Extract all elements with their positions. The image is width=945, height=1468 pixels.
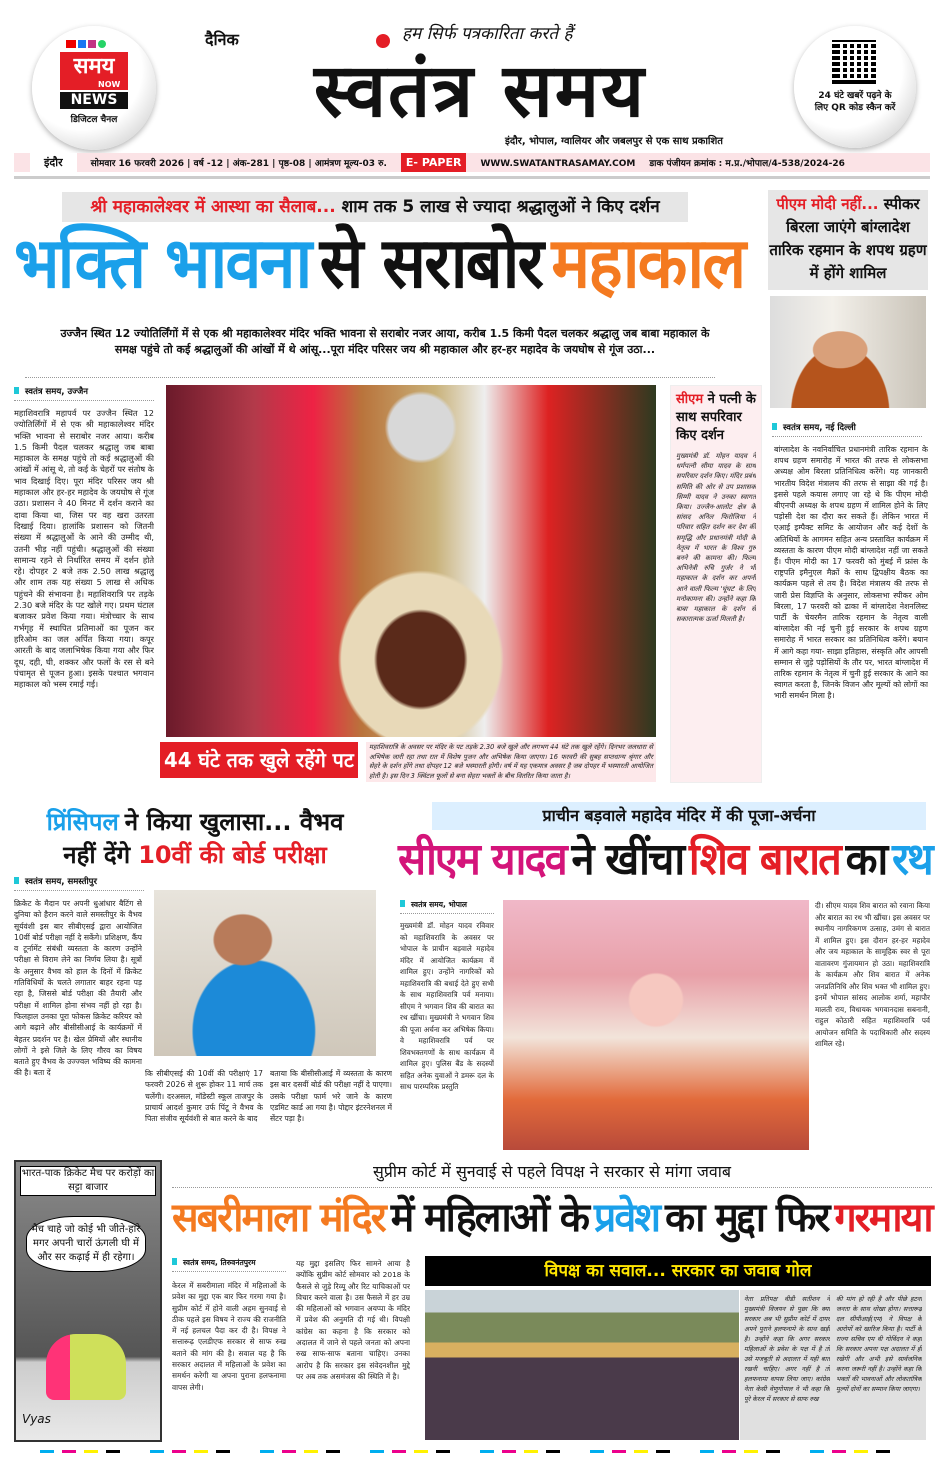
masthead-title <box>210 48 750 134</box>
samay-now-logo[interactable] <box>32 26 156 150</box>
photo-label-text: 44 घंटे तक खुले रहेंगे पट <box>164 748 354 772</box>
sabarimala-headline <box>172 1195 932 1250</box>
om-birla-photo <box>770 296 926 408</box>
cartoon <box>14 1160 162 1442</box>
cartoon-caption: भारत-पाक क्रिकेट मैच पर करोड़ों का सट्टा बाजार <box>20 1166 156 1196</box>
cricket-headline-line-2 <box>14 839 376 871</box>
right-headline <box>768 190 928 290</box>
sabarimala-head-part: प्रवेश <box>593 1195 660 1241</box>
inset-box <box>670 385 762 783</box>
inset-head-text: ने पत्नी के साथ सपरिवार किए दर्शन <box>676 392 756 443</box>
headline-part: से सराबोर <box>319 222 543 304</box>
lead-byline: स्वतंत्र समय, उज्जैन <box>14 386 154 401</box>
kicker-black: शाम तक 5 लाख से ज्यादा श्रद्धालुओं ने किए दर्शन <box>341 197 660 217</box>
inset-headline <box>676 391 756 445</box>
right-head-red: पीएम मोदी नहीं... <box>776 195 879 213</box>
sabarimala-kicker <box>172 1161 932 1183</box>
cm-kicker-text: प्राचीन बड़वाले महादेव मंदिर में की पूजा-अर्चना <box>542 806 816 825</box>
cricket-body-2: कि सीबीएसई की 10वीं की परीक्षाएं 17 फरवरी 2026 से शुरू होकर 11 मार्च तक चलेंगी। दरअसल, मॉडेस्टी स्कूल ताजपुर के प्राचार्य आदर्श कुमार उर्फ पिंटू ने वैभव के पिता संजीव सूर्यवंशी से बात करने के बाद <box>145 1069 263 1124</box>
logo-now: NOW <box>98 80 121 89</box>
cartoon-speech: मैच चाहे जो कोई भी जीते-हारे मगर अपनी चारों ऊंगली घी में और सर कढ़ाई में ही रहेगा। <box>26 1216 146 1272</box>
sabarimala-head-part: सबरीमाला मंदिर <box>172 1195 385 1241</box>
divider <box>25 377 715 378</box>
vaibhav-photo <box>154 890 376 1056</box>
red-dot-icon <box>376 34 390 48</box>
sabarimala-photo <box>425 1290 739 1440</box>
cm-kicker <box>432 802 926 830</box>
lead-body: महाशिवरात्रि महापर्व पर उज्जैन स्थित 12 ज्योतिर्लिंगों में से एक श्री महाकालेश्वर मंदिर भक्ति भावना से सराबोर नजर आया। करीब 1.5 किमी पैदल चलकर श्रद्धालु जब बाबा महाकाल के समक्ष पहुंचे तो कई श्रद्धालुओं की आंखों में आंसू थे, तो कई के चेहरों पर संतोष के भाव दिखाई दिए। पूरा मंदिर परिसर जय श्री महाकाल और हर-हर महादेव के जयघोष से गूंज उठा। प्रशासन ने 40 मिनट में दर्शन कराने का दावा किया था, जिस पर वह खरा उतरता दिखाई दिया। हालांकि प्रशासन को जितनी संख्या में श्रद्धालुओं के आने की उम्मीद थी, उतनी भीड़ नहीं पहुंची। श्रद्धालुओं की संख्या सामान्य रहने से निर्धारित समय में दर्शन होते रहे। दोपहर 2 बजे तक 2.50 लाख श्रद्धालु और शाम तक यह संख्या 5 लाख से अधिक पहुंचने की संभावना है। महाशिवरात्रि पर तड़के 2.30 बजे मंदिर के पट खोले गए। प्रथम घंटाल बजाकर प्रवेश किया गया। मंत्रोच्चार के साथ गर्भगृह में स्थापित प्रतिमाओं का पूजन कर हरिओम का जल अर्पित किया गया। कपूर आरती के बाद जलाभिषेक किया गया और फिर दूध, दही, घी, शक्कर और फलों के रस से बने पंचामृत से पूजन हुआ। इसके पश्चात भगवान महाकाल को भस्म रमाई गई। <box>14 408 154 690</box>
sabarimala-banner-text: विपक्ष का सवाल... सरकार का जवाब गोल <box>544 1261 812 1281</box>
cartoon-signature: Vyas <box>22 1412 51 1426</box>
kicker-red: श्री महाकालेश्वर में आस्था का सैलाब... <box>90 197 336 217</box>
cm-head-part: का <box>845 834 887 885</box>
youtube-icon <box>66 40 76 48</box>
headline-part: महाकाल <box>551 222 745 304</box>
cartoon-figures <box>46 1334 126 1400</box>
masthead-title-text: स्वतंत्र समय <box>314 48 646 134</box>
lead-deck: उज्जैन स्थित 12 ज्योतिर्लिंगों में से एक श्री महाकालेश्वर मंदिर भक्ति भावना से सराबोर नजर आया, करीब 1.5 किमी पैदल चलकर श्रद्धालु जब बाबा महाकाल के समक्ष पहुंचे तो कई श्रद्धालुओं की आंखों में थे आंसू...पूरा मंदिर परिसर जय श्री महाकाल और हर-हर महादेव के जयघोष से गूंज उठा... <box>60 327 710 356</box>
right-byline: स्वतंत्र समय, नई दिल्ली <box>772 422 922 437</box>
cricket-head-2: नहीं देंगे <box>63 841 131 869</box>
qr-text: 24 घंटे खबरें पढ़ने के लिए QR कोड स्कैन करें <box>814 91 896 113</box>
box-col-1: नेता प्रतिपक्ष वीडी सतीशन ने मुख्यमंत्री विजयन से पूछा कि क्या सरकार अब भी सुप्रीम कोर्ट में दायर अपने पुराने हलफनामे के साथ खड़ी है। उन्होंने कहा कि अगर सरकार महिलाओं के प्रवेश के पक्ष में है तो उसे मजबूती से अदालत में यही बात रखनी चाहिए। अगर नहीं है तो हलफनामा वापस लिया जाए। कांग्रेस नेता केसी वेणुगोपाल ने भी कहा कि पूरे केरल में सरकार से साफ रुख <box>744 1295 830 1403</box>
facebook-icon <box>78 40 86 48</box>
inset-head-red: सीएम <box>676 392 704 407</box>
cricket-body-1: क्रिकेट के मैदान पर अपनी धुआंधार बैटिंग से दुनिया को हैरान करने वाले समस्तीपुर के वैभव सूर्यवंशी इस बार सीबीएसई द्वारा आयोजित 10वीं बोर्ड परीक्षा नहीं दे सकेंगे। प्रशिक्षण, कैंप व टूर्नामेंट संबंधी व्यस्तता के कारण उन्होंने परीक्षा से विराम लेने का निर्णय लिया है। सूत्रों के अनुसार वैभव को हाल के दिनों में क्रिकेट गतिविधियों के चलते लगातार बाहर रहना पड़ रहा है, जिससे बोर्ड परीक्षा की तैयारी और परीक्षा में शामिल होना संभव नहीं हो रहा है। फिलहाल उनका पूरा फोकस क्रिकेट करियर को आगे बढ़ाने और बीसीसीआई के कार्यक्रमों में बेहतर प्रदर्शन पर है। खेल प्रेमियों और स्थानीय लोगों ने इसे जिले के लिए गौरव का विषय बताते हुए वैभव के उज्ज्वल भविष्य की कामना की है। बता दें <box>14 899 142 1078</box>
right-head-text: स्पीकर बिरला जाएंगे बांग्लादेश तारिक रहमान के शपथ ग्रहण में होंगे शामिल <box>769 195 927 282</box>
cm-head-part: शिव बारात <box>688 834 840 885</box>
photo-caption: महाशिवरात्रि के अवसर पर मंदिर के पट तड़के 2.30 बजे खुले और लगभग 44 घंटे तक खुले रहेंगे। दिनभर जलधारा से अभिषेक जारी रहा तथा रात में विशेष पूजन और अभिषेक किया जाएगा। 16 फरवरी की सुबह सप्तधान्य श्रृंगार और सेहरे के दर्शन होंगे तथा दोपहर 12 बजे भस्मारती होगी। वर्ष में यह एकमात्र अवसर है जब दोपहर में भस्मारती आयोजित होती है। इस दिन 3 क्विंटल फूलों से बना सेहरा भक्तों के बीच वितरित किया जाता है। <box>366 742 656 782</box>
cricket-head-red: 10वीं की बोर्ड परीक्षा <box>138 841 327 869</box>
logo-brand: समय <box>60 52 128 90</box>
cm-head-part: ने खींचा <box>571 834 684 885</box>
cricket-head-1: ने किया खुलासा... वैभव <box>124 808 344 836</box>
social-icons <box>66 40 106 48</box>
lead-headline <box>14 222 745 316</box>
dateline-city: इंदौर <box>30 153 77 172</box>
logo-channel: डिजिटल चैनल <box>70 115 118 125</box>
shiv-barat-photo <box>503 900 809 1150</box>
editions-line: इंदौर, भोपाल, ग्वालियर और जबलपुर से एक साथ प्रकाशित <box>505 136 723 147</box>
instagram-icon <box>88 40 96 48</box>
cm-body-2: दी। सीएम यादव शिव बारात को रवाना किया और बारात का रथ भी खींचा। इस अवसर पर स्थानीय नागरिकगण उत्साह, उमंग से बारात में शामिल हुए। इस दौरान हर-हर महादेव और जय महाकाल के सामूहिक स्वर से पूरा वातावरण गुंजायमान हो उठा। महाशिवरात्रि के कार्यक्रम और शिव बारात में अनेक जनप्रतिनिधि और शिव भक्त भी शामिल हुए। इनमें भोपाल सांसद आलोक शर्मा, महापौर मालती राय, विधायक भगवानदास सबनानी, राहुल कोठारी सहित महाशिवरात्रि पर्व आयोजन समिति के पदाधिकारी और सदस्य शामिल रहे। <box>815 901 930 1048</box>
whatsapp-icon <box>98 40 106 48</box>
divider <box>14 176 930 179</box>
sabarimala-head-part: गरमाया <box>834 1195 932 1241</box>
cm-byline: स्वतंत्र समय, भोपाल <box>400 900 494 914</box>
cricket-body-3: बताया कि बीसीसीआई में व्यस्तता के कारण इस बार दसवीं बोर्ड की परीक्षा नहीं दे पाएगा। उसके परीक्षा फार्म भरे जाने के कारण एडमिट कार्ड आ गया है। पोद्दार इंटरनेशनल में सेंटर पड़ा है। <box>270 1069 392 1124</box>
right-body: बांग्लादेश के नवनिर्वाचित प्रधानमंत्री तारिक रहमान के शपथ ग्रहण समारोह में भारत की तरफ से लोकसभा अध्यक्ष ओम बिरला प्रतिनिधित्व करेंगे। यह जानकारी भारतीय विदेश मंत्रालय की तरफ से साझा की गई है। इससे पहले कयास लगाए जा रहे थे कि पीएम मोदी बीएनपी अध्यक्ष के शपथ ग्रहण में शामिल होने के लिए पड़ोसी देश का दौरा कर सकते हैं। लेकिन भारत में एआई इम्पैक्ट समिट के आयोजन और कई देशों के अतिथियों के आगमन सहित अन्य प्रस्तावित कार्यक्रम में व्यस्तता के कारण पीएम मोदी बांग्लादेश नहीं जा सकते हैं। पीएम मोदी का 17 फरवरी को मुंबई में फ्रांस के राष्ट्रपति इमैनुएल मैक्रों के साथ द्विपक्षीय बैठक का कार्यक्रम पहले से तय है। विदेश मंत्रालय की तरफ से जारी प्रेस विज्ञप्ति के अनुसार, लोकसभा स्पीकर ओम बिरला, 17 फरवरी को ढाका में बांग्लादेश नेशनलिस्ट पार्टी के चेयरमैन तारिक रहमान के नेतृत्व वाली बांग्लादेश की नई चुनी हुई सरकार के शपथ ग्रहण समारोह में भारत सरकार का प्रतिनिधित्व करेंगे। बयान में आगे कहा गया- साझा इतिहास, संस्कृति और आपसी सम्मान से जुड़े पड़ोसियों के तौर पर, भारत बांग्लादेश में तारिक रहमान के नेतृत्व में चुनी हुई सरकार के आने का स्वागत करता है, जिनके विजन और मूल्यों को लोगों का भारी समर्थन मिला है। <box>774 445 928 701</box>
photo-label <box>160 742 358 778</box>
color-registration-strip <box>40 1450 910 1453</box>
dateline-bar <box>14 153 930 172</box>
inset-body: मुख्यमंत्री डॉ. मोहन यादव ने धर्मपत्नी सीमा यादव के साथ सपरिवार दर्शन किए। मंदिर प्रबंध समिति की ओर से उप प्रशासक सिम्मी यादव ने उनका स्वागत किया। उज्जैन-आलोट क्षेत्र के सांसद अनिल फिरोजिया ने परिवार सहित दर्शन कर देश की समृद्धि और प्रधानमंत्री मोदी के नेतृत्व में भारत के विश्व गुरु बनने की कामना की। फिल्म अभिनेत्री रुचि गुर्जर ने भी महाकाल के दर्शन कर अपनी आने वाली फिल्म 'घूंघट' के लिए मनोकामना की। उन्होंने कहा कि बाबा महाकाल के दर्शन से सकारात्मक ऊर्जा मिलती है। <box>676 452 756 624</box>
sabarimala-kicker-text: सुप्रीम कोर्ट में सुनवाई से पहले विपक्ष ने सरकार से मांगा जवाब <box>372 1162 732 1181</box>
cm-head-part: रथ <box>892 834 932 885</box>
box-col-2: की मांग हो रही है और पीछे हटना जनता के साथ धोखा होगा। सत्तारूढ़ दल सीपीआई(एम) ने विपक्ष के आरोपों को खारिज किया है। पार्टी के राज्य सचिव एम वी गोविंदन ने कहा कि सरकार अपना पक्ष अदालत में ही रखेगी और अभी इसे सार्वजनिक करना जरूरी नहीं है। उन्होंने कहा कि भक्तों की भावनाओं और लोकतांत्रिक मूल्यों दोनों का सम्मान किया जाएगा। <box>836 1295 922 1393</box>
lead-kicker <box>62 192 688 222</box>
epaper-badge[interactable]: E- PAPER <box>401 153 467 172</box>
mahakal-photo <box>166 385 656 737</box>
cricket-byline: स्वतंत्र समय, समस्तीपुर <box>14 876 144 891</box>
cm-head-part: सीएम यादव <box>398 834 566 885</box>
cricket-headline-line-1 <box>14 806 376 838</box>
headline-part: भक्ति भावना <box>14 222 311 304</box>
logo-news: NEWS <box>60 92 128 109</box>
qr-code-icon[interactable] <box>832 40 876 84</box>
divider <box>172 1187 932 1188</box>
tagline: हम सिर्फ पत्रकारिता करते हैं <box>402 24 573 44</box>
sabarimala-body-1: केरल में सबरीमाला मंदिर में महिलाओं के प्रवेश का मुद्दा एक बार फिर गरमा गया है। सुप्रीम कोर्ट में होने वाली अहम सुनवाई से ठीक पहले इस विषय ने राज्य की राजनीति में नई हलचल पैदा कर दी है। विपक्ष ने सत्तारूढ़ एलडीएफ सरकार से साफ रुख बताने की मांग की है। सवाल यह है कि सरकार अदालत में महिलाओं के प्रवेश का समर्थन करेगी या अपना पुराना हलफनामा वापस लेगी। <box>172 1281 286 1392</box>
cm-body-1: मुख्यमंत्री डॉ. मोहन यादव रविवार को महाशिवरात्रि के अवसर पर भोपाल के प्राचीन बड़वाले महादेव मंदिर में आयोजित कार्यक्रम में शामिल हुए। उन्होंने नागरिकों को महाशिवरात्रि की बधाई देते हुए सभी के साथ महाशिवरात्रि पर्व मनाया। सीएम ने भगवान शिव की बारात का रथ खींचा। मुख्यमंत्री ने भगवान शिव की पूजा अर्चना कर अभिषेक किया। वे महाशिवरात्रि पर्व पर शिवभक्तगणों के साथ कार्यक्रम में शामिल हुए। पुलिस बैंड के सदस्यों सहित अनेक युवाओं ने डमरू दल के साथ पारम्परिक प्रस्तुति <box>400 921 494 1091</box>
cm-headline <box>398 834 932 892</box>
sabarimala-body-2: यह मुद्दा इसलिए फिर सामने आया है क्योंकि सुप्रीम कोर्ट सोमवार को 2018 के फैसले से जुड़े रिव्यू और रिट याचिकाओं पर विचार करने वाला है। उस फैसले में हर उम्र की महिलाओं को भगवान अयप्पा के मंदिर में प्रवेश की अनुमति दी गई थी। विपक्षी कांग्रेस का कहना है कि सरकार को अदालत में जाने से पहले जनता को अपना रुख साफ-साफ बताना चाहिए। उनका आरोप है कि सरकार इस संवेदनशील मुद्दे पर अब तक असमंजस की स्थिति में है। <box>296 1259 410 1381</box>
cricket-head-blue: प्रिंसिपल <box>46 808 119 836</box>
sabarimala-box <box>740 1290 926 1440</box>
sabarimala-head-part: में महिलाओं के <box>390 1195 588 1241</box>
website-link[interactable]: WWW.SWATANTRASAMAY.COM <box>480 159 636 169</box>
registration-number: डाक पंजीयन क्रमांक : म.प्र./भोपाल/4-538/2024-26 <box>649 159 845 169</box>
qr-badge[interactable] <box>794 26 916 148</box>
sabarimala-byline: स्वतंत्र समय, तिरुवनंतपुरम <box>172 1258 286 1272</box>
sabarimala-head-part: का मुद्दा फिर <box>664 1195 829 1241</box>
sabarimala-banner <box>425 1256 931 1286</box>
masthead-prefix: दैनिक <box>205 30 239 49</box>
dateline-issue: सोमवार 16 फरवरी 2026 | वर्ष -12 | अंक-281 | पृष्ठ-08 | आमंत्रण मूल्य-03 रु. <box>90 159 387 169</box>
